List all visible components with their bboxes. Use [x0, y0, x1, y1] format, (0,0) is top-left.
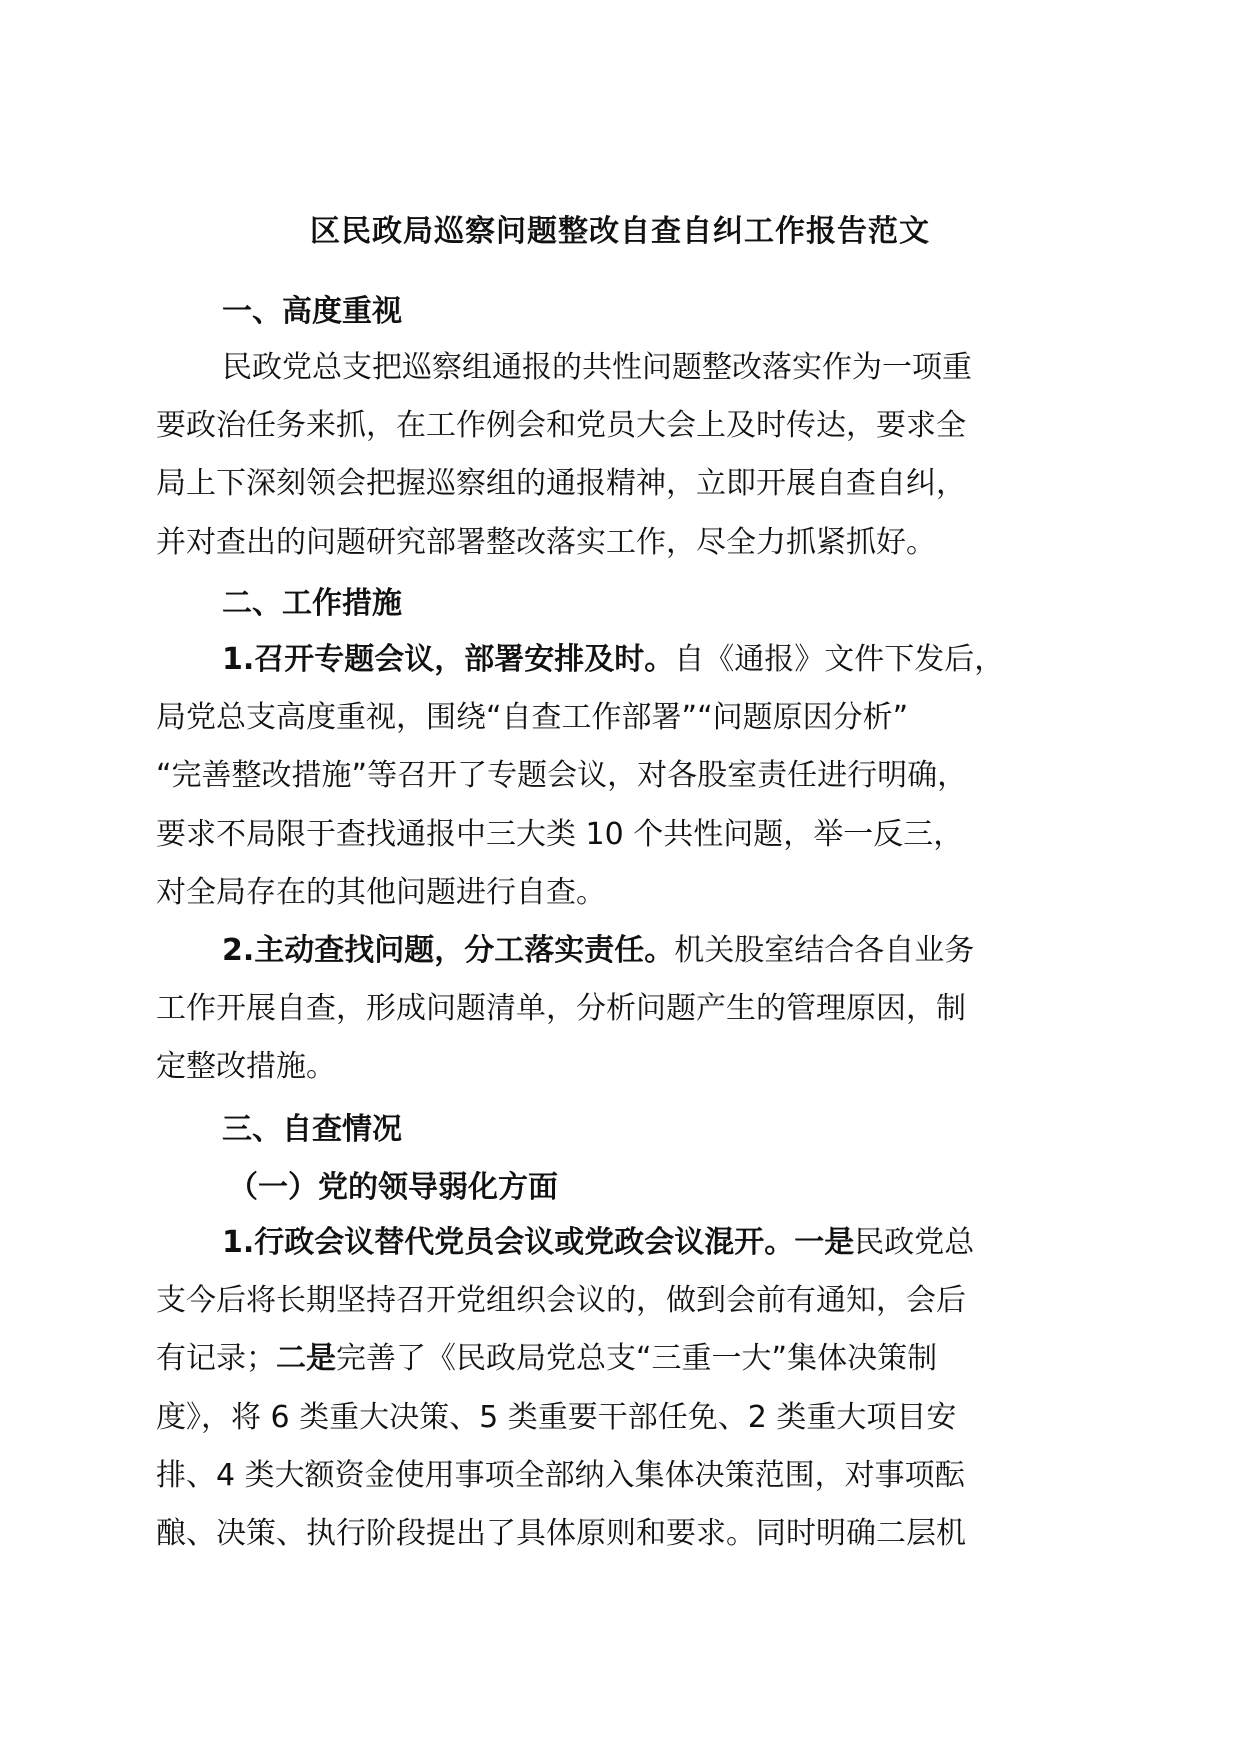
item-text: 机关股室结合各自业务	[674, 933, 975, 968]
paragraph-line	[156, 631, 1096, 689]
paragraph-line	[156, 922, 1096, 980]
paragraph-line	[156, 1214, 1096, 1272]
item-text: 有记录；	[156, 1341, 276, 1377]
item-text: 完善了《民政局党总支“三重一大”集体决策制	[336, 1341, 938, 1377]
paragraph-line: 并对查出的问题研究部署整改落实工作，尽全力抓紧抓好。	[156, 524, 936, 560]
paragraph-line: 定整改措施。	[156, 1049, 336, 1085]
paragraph-line	[156, 1330, 1096, 1388]
item-text: 自《通报》文件下发后，	[674, 642, 1005, 677]
subsection-heading: （一）党的领导弱化方面	[228, 1170, 558, 1205]
item-lead: 1.行政会议替代党员会议或党政会议混开。	[222, 1225, 795, 1260]
section3-item1-paragraph	[156, 1214, 1096, 1563]
paragraph-line: 民政党总支把巡察组通报的共性问题整改落实作为一项重	[222, 350, 972, 385]
paragraph-line: “完善整改措施”等召开了专题会议，对各股室责任进行明确，	[156, 758, 968, 794]
paragraph-line: 工作开展自查，形成问题清单，分析问题产生的管理原因，制	[156, 991, 966, 1027]
item-lead: 2.主动查找问题，分工落实责任。	[222, 933, 675, 968]
section-heading-3: 三、自查情况	[222, 1112, 402, 1147]
paragraph-line: 酿、决策、执行阶段提出了具体原则和要求。同时明确二层机	[156, 1516, 966, 1552]
emphasis-text: 一是	[794, 1225, 855, 1260]
paragraph-line: 局上下深刻领会把握巡察组的通报精神，立即开展自查自纠，	[156, 466, 966, 502]
section-heading-1: 一、高度重视	[222, 294, 402, 329]
paragraph-line: 要求不局限于查找通报中三大类 10 个共性问题，举一反三，	[156, 816, 964, 852]
item-text: 民政党总	[854, 1225, 975, 1260]
paragraph-line: 局党总支高度重视，围绕“自查工作部署”“问题原因分析”	[156, 700, 909, 736]
section-heading-2: 二、工作措施	[222, 586, 402, 621]
item-lead: 1.召开专题会议，部署安排及时。	[222, 642, 675, 677]
paragraph-line: 排、4 类大额资金使用事项全部纳入集体决策范围，对事项酝	[156, 1457, 965, 1493]
emphasis-text: 二是	[276, 1341, 336, 1377]
section1-paragraph	[156, 339, 1096, 572]
paragraph-line: 要政治任务来抓，在工作例会和党员大会上及时传达，要求全	[156, 408, 966, 444]
section2-item1-paragraph	[156, 631, 1096, 922]
paragraph-line: 支今后将长期坚持召开党组织会议的，做到会前有通知，会后	[156, 1283, 966, 1319]
document-title: 区民政局巡察问题整改自查自纠工作报告范文	[310, 214, 930, 249]
section2-item2-paragraph	[156, 922, 1096, 1097]
paragraph-line: 度》，将 6 类重大决策、5 类重要干部任免、2 类重大项目安	[156, 1399, 957, 1435]
paragraph-line: 对全局存在的其他问题进行自查。	[156, 874, 606, 910]
